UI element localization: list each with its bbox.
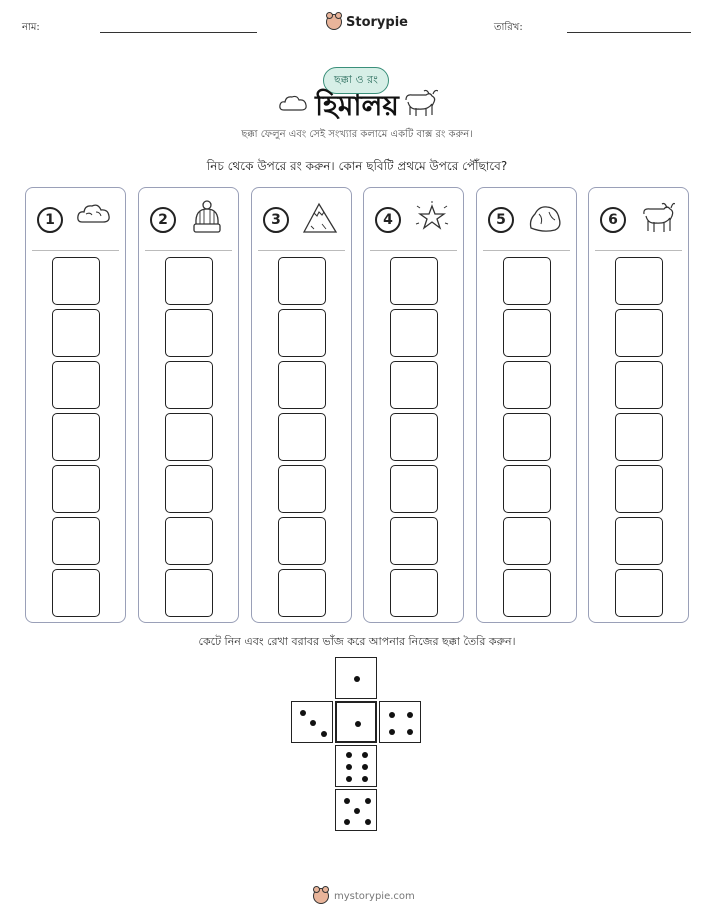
color-box[interactable] (390, 257, 438, 305)
brand-logo (326, 14, 408, 30)
color-box[interactable] (615, 465, 663, 513)
dice-pip (354, 676, 360, 682)
color-box[interactable] (503, 309, 551, 357)
color-box[interactable] (503, 413, 551, 461)
column-2 (138, 187, 239, 623)
color-box[interactable] (278, 517, 326, 565)
color-box[interactable] (278, 309, 326, 357)
color-box[interactable] (52, 569, 100, 617)
dice-pip (310, 720, 316, 726)
dice-pip (362, 776, 368, 782)
color-box[interactable] (278, 465, 326, 513)
yak-icon (402, 88, 438, 120)
dice-face-4 (379, 701, 421, 743)
dice-pip (389, 712, 395, 718)
yak-icon (639, 200, 675, 236)
color-box[interactable] (615, 257, 663, 305)
column-number: 3 (263, 207, 289, 233)
column-divider (595, 250, 682, 251)
dice-face-1 (335, 701, 377, 743)
column-divider (32, 250, 119, 251)
color-box[interactable] (503, 257, 551, 305)
column-4 (363, 187, 464, 623)
rock-icon (527, 200, 563, 236)
column-number: 1 (37, 207, 63, 233)
color-box[interactable] (52, 309, 100, 357)
color-box[interactable] (390, 361, 438, 409)
color-box[interactable] (278, 257, 326, 305)
name-label: নাম: (22, 22, 40, 33)
cloud-icon (76, 200, 112, 236)
column-6 (588, 187, 689, 623)
color-box[interactable] (165, 465, 213, 513)
column-number: 2 (150, 207, 176, 233)
color-box[interactable] (52, 361, 100, 409)
color-box[interactable] (165, 413, 213, 461)
dice-pip (362, 752, 368, 758)
dice-pip (346, 764, 352, 770)
dice-pip (354, 808, 360, 814)
color-box[interactable] (503, 517, 551, 565)
dice-pip (407, 729, 413, 735)
color-box[interactable] (278, 361, 326, 409)
question-text: নিচ থেকে উপরে রং করুন। কোন ছবিটি প্রথমে উপরে পৌঁছাবে? (206, 159, 508, 173)
mountain-icon (302, 200, 338, 236)
date-label: তারিখ: (494, 22, 523, 33)
color-box[interactable] (390, 569, 438, 617)
brand-name: Storypie (346, 14, 408, 30)
cut-instruction: কেটে নিন এবং রেখা বরাবর ভাঁজ করে আপনার নিজের ছক্কা তৈরি করুন। (198, 635, 516, 648)
name-line[interactable] (100, 32, 257, 33)
column-divider (370, 250, 457, 251)
color-box[interactable] (52, 257, 100, 305)
column-1 (25, 187, 126, 623)
color-box[interactable] (390, 465, 438, 513)
color-box[interactable] (615, 309, 663, 357)
footer-url[interactable]: mystorypie.com (334, 890, 415, 902)
dice-pip (346, 752, 352, 758)
column-number: 6 (600, 207, 626, 233)
dice-face-6 (335, 745, 377, 787)
dice-face-3 (291, 701, 333, 743)
dice-pip (389, 729, 395, 735)
bear-icon (326, 14, 342, 30)
dice-pip (321, 731, 327, 737)
column-number: 5 (488, 207, 514, 233)
star-icon (414, 200, 450, 236)
dice-pip (346, 776, 352, 782)
footer (313, 888, 415, 904)
dice-pip (300, 710, 306, 716)
color-box[interactable] (165, 309, 213, 357)
color-box[interactable] (615, 413, 663, 461)
dice-pip (344, 819, 350, 825)
column-3 (251, 187, 352, 623)
column-divider (145, 250, 232, 251)
color-box[interactable] (165, 569, 213, 617)
color-box[interactable] (390, 517, 438, 565)
dice-pip (365, 798, 371, 804)
color-box[interactable] (390, 309, 438, 357)
color-box[interactable] (165, 517, 213, 565)
color-box[interactable] (52, 413, 100, 461)
bear-icon (313, 888, 329, 904)
color-box[interactable] (278, 569, 326, 617)
winter-hat-icon (189, 200, 225, 236)
color-box[interactable] (390, 413, 438, 461)
color-box[interactable] (503, 465, 551, 513)
column-5 (476, 187, 577, 623)
dice-pip (344, 798, 350, 804)
column-number: 4 (375, 207, 401, 233)
color-box[interactable] (165, 257, 213, 305)
color-box[interactable] (615, 361, 663, 409)
color-box[interactable] (52, 465, 100, 513)
dice-pip (365, 819, 371, 825)
dice-pip (362, 764, 368, 770)
game-badge: ছক্কা ও রং (323, 67, 389, 94)
instruction-text: ছক্কা ফেলুন এবং সেই সংখ্যার কলামে একটি বাক্স রং করুন। (241, 129, 473, 140)
color-box[interactable] (278, 413, 326, 461)
dice-face-5 (335, 789, 377, 831)
color-box[interactable] (615, 569, 663, 617)
page-title: হিমালয় (315, 89, 399, 122)
column-divider (258, 250, 345, 251)
dice-pip (355, 721, 361, 727)
color-box[interactable] (615, 517, 663, 565)
color-box[interactable] (503, 569, 551, 617)
color-box[interactable] (52, 517, 100, 565)
dice-face-1 (335, 657, 377, 699)
color-box[interactable] (165, 361, 213, 409)
date-line[interactable] (567, 32, 691, 33)
color-box[interactable] (503, 361, 551, 409)
dice-pip (407, 712, 413, 718)
column-divider (483, 250, 570, 251)
